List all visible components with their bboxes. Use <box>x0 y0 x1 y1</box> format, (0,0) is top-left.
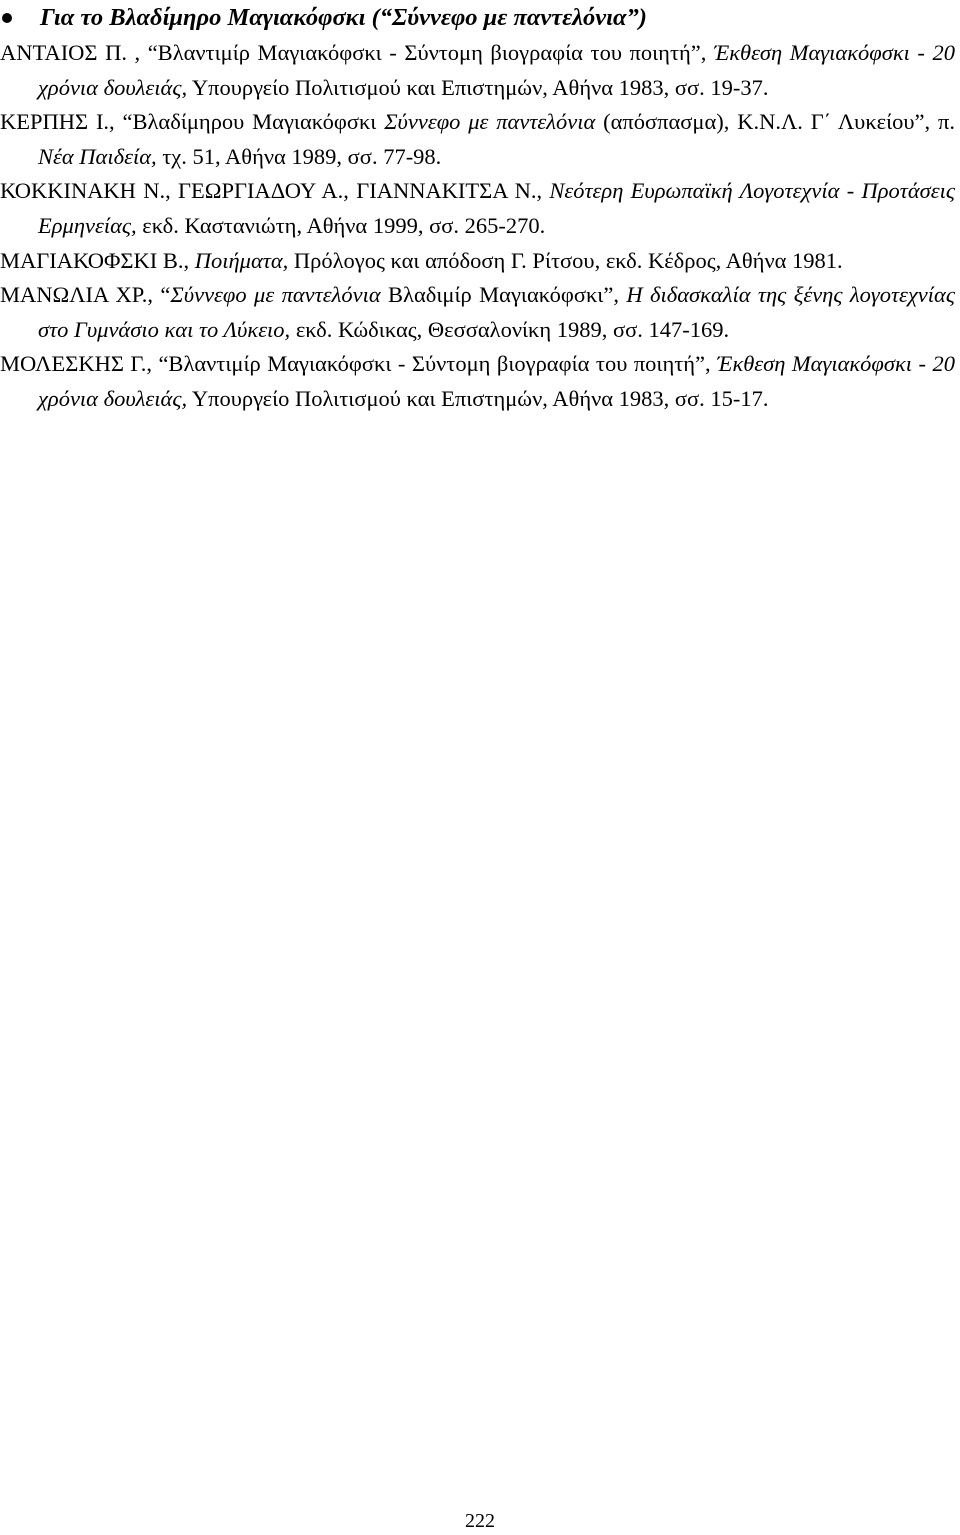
entry-text: ΚΟΚΚΙΝΑΚΗ Ν., ΓΕΩΡΓΙΑΔΟΥ Α., ΓΙΑΝΝΑΚΙΤΣΑ Ν., <box>0 178 550 204</box>
entry-text: Υπουργείο Πολιτισμού και Επιστημών, Αθήνα 1983, σσ. 15-17. <box>187 385 769 411</box>
entry-text: τχ. 51, Αθήνα 1989, σσ. 77-98. <box>156 143 442 169</box>
page-number: 222 <box>465 1510 495 1532</box>
entry-italic-book: Η διδασκαλία της ξένης λογοτεχνίας στο Γυμνάσιο και το Λύκειο, <box>38 282 955 342</box>
entry-text: Υπουργείο Πολιτισμού και Επιστημών, Αθήνα 1983, σσ. 19-37. <box>187 74 769 100</box>
entry-text: εκδ. Κώδικας, Θεσσαλονίκη 1989, σσ. 147-169. <box>290 316 730 342</box>
entry-text: ΜΑΝΩΛΙΑ ΧΡ., “ <box>0 282 171 308</box>
entry-text: ΚΕΡΠΗΣ Ι., “Βλαδίμηρου Μαγιακόφσκι <box>0 109 385 135</box>
entry-italic-title: Ποιήματα, <box>194 247 289 273</box>
bibliography-entry-kokkinaki <box>0 174 955 243</box>
entry-italic-title: Σύννεφο με παντελόνια <box>384 109 596 135</box>
bibliography-entry-mayakovsky <box>0 244 955 279</box>
entry-text: Βλαδιμίρ Μαγιακόφσκι”, <box>380 282 627 308</box>
bibliography-entry-manolia <box>0 278 955 347</box>
bibliography-list <box>0 36 955 417</box>
entry-text: ΜΟΛΕΣΚΗΣ Γ., “Βλαντιμίρ Μαγιακόφσκι - Σύντομη βιογραφία του ποιητή”, <box>0 351 718 377</box>
entry-italic-title: Νεότερη Ευρωπαϊκή Λογοτεχνία - Προτάσεις Ερμηνείας, <box>38 178 955 238</box>
entry-text: ΜΑΓΙΑΚΟΦΣΚΙ Β., <box>0 247 195 273</box>
bibliography-entry-antaios <box>0 36 955 105</box>
entry-text: εκδ. Καστανιώτη, Αθήνα 1999, σσ. 265-270. <box>136 212 546 238</box>
entry-text: ΑΝΤΑΙΟΣ Π. , “Βλαντιμίρ Μαγιακόφσκι - Σύντομη βιογραφία του ποιητή”, <box>0 40 714 65</box>
section-heading <box>0 0 960 36</box>
entry-text: (απόσπασμα), Κ.Ν.Λ. Γ΄ Λυκείου”, π. <box>595 109 955 135</box>
bibliography-entry-moleskis <box>0 347 955 416</box>
entry-italic-title: Έκθεση Μαγιακόφσκι - 20 χρόνια δουλειάς, <box>38 351 955 411</box>
entry-italic-title: Έκθεση Μαγιακόφσκι - 20 χρόνια δουλειάς, <box>38 40 955 100</box>
entry-text: Πρόλογος και απόδοση Γ. Ρίτσου, εκδ. Κέδρος, Αθήνα 1981. <box>288 247 843 273</box>
section-heading-text: Για το Βλαδίμηρο Μαγιακόφσκι (“Σύννεφο με παντελόνια”) <box>40 4 647 31</box>
bibliography-entry-kerpis <box>0 105 955 174</box>
entry-italic-title: Σύννεφο με παντελόνια <box>170 282 381 308</box>
bullet-icon <box>2 13 12 23</box>
entry-italic-journal: Νέα Παιδεία, <box>38 143 157 169</box>
